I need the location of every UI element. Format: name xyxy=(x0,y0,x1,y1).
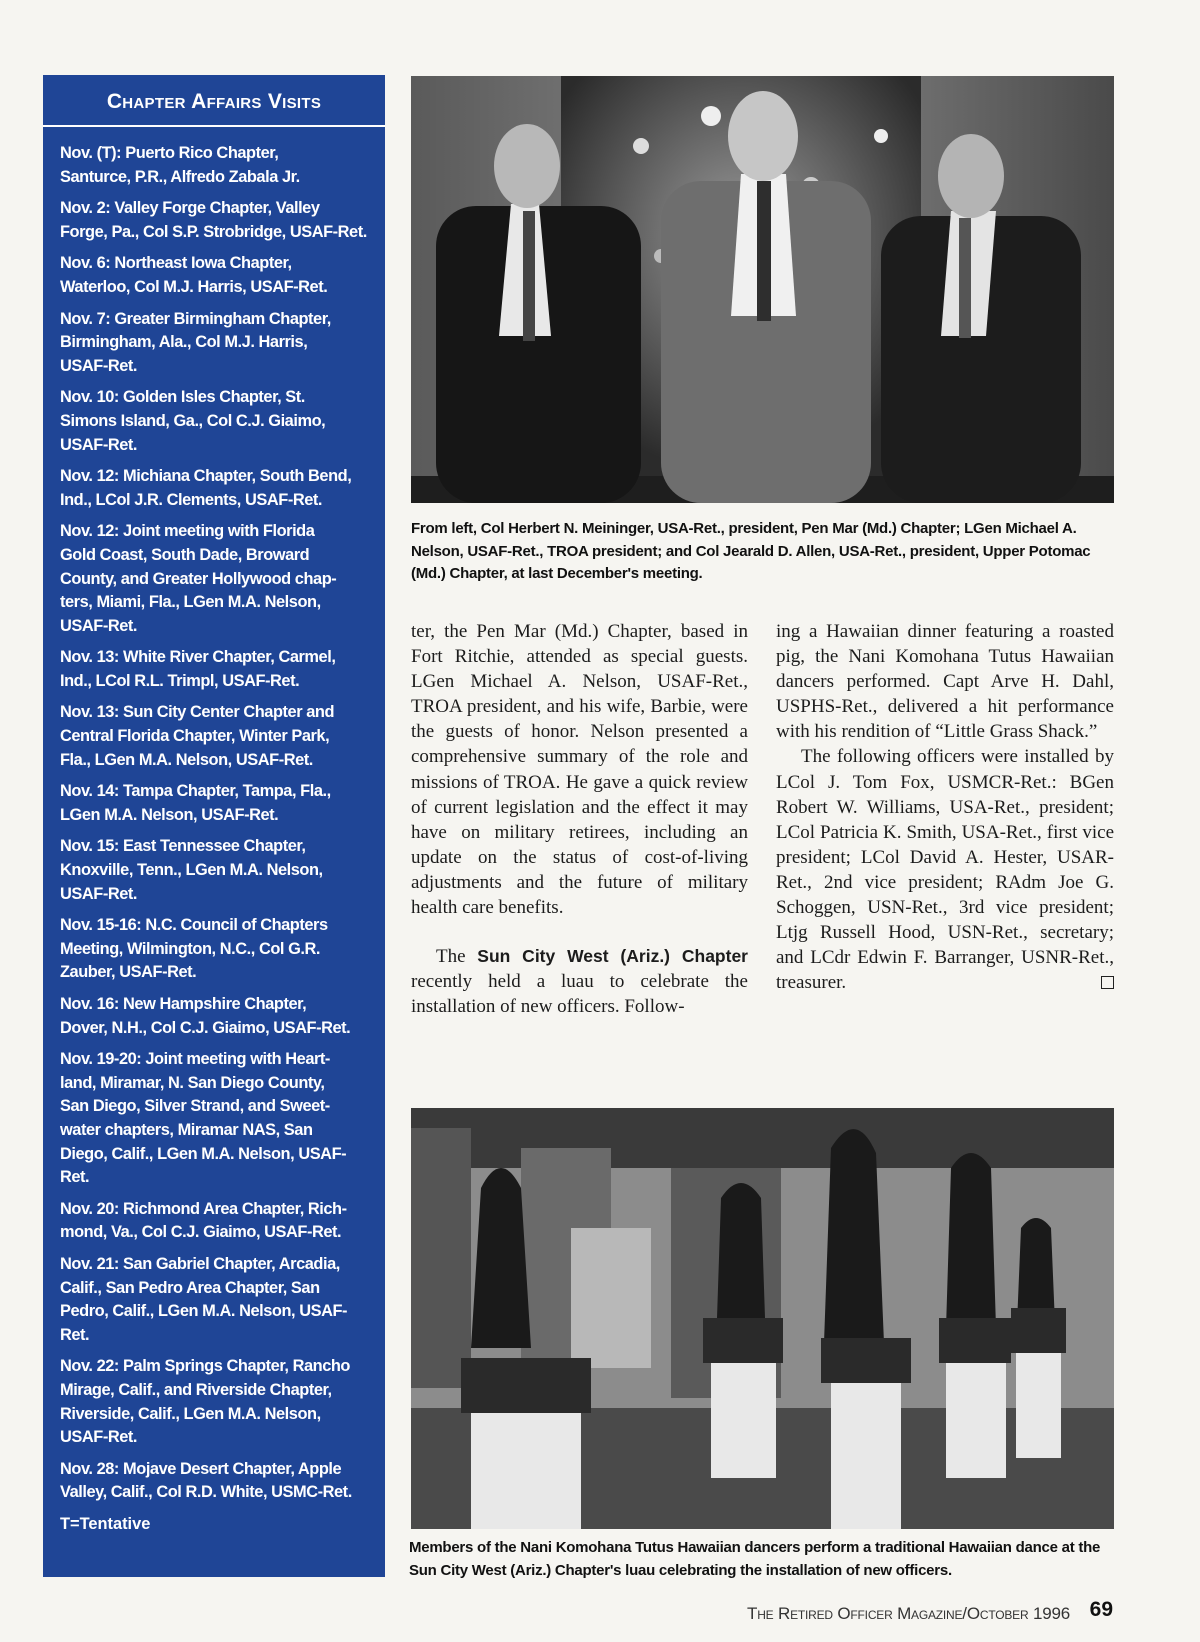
hawaiian-dancers-photo xyxy=(411,1108,1114,1529)
visit-item: Nov. 19-20: Joint meeting with Heart- land, Miramar, N. San Diego County, San Diego, Silver Strand, and Sweet- water chapters, Miramar NAS, San Diego, Calif., LGen M.A. Nelson, USAF- Ret. xyxy=(60,1050,347,1187)
article-paragraph xyxy=(776,744,1114,995)
visit-item: Nov. 10: Golden Isles Chapter, St. Simons Island, Ga., Col C.J. Giaimo, USAF-Ret. xyxy=(60,388,326,454)
visit-item: Nov. 20: Richmond Area Chapter, Rich- mond, Va., Col C.J. Giaimo, USAF-Ret. xyxy=(60,1199,347,1242)
visit-list xyxy=(43,127,385,1536)
article-paragraph: ing a Hawaiian dinner featuring a roasted pig, the Nani Komohana Tutus Hawaiian dancers performed. Capt Arve H. Dahl, USPHS-Ret., delivered a hit performance with his rendition of “Little Grass Shack.” xyxy=(776,621,1114,743)
end-mark-icon xyxy=(1101,976,1114,989)
hawaiian-dancers-photo-image xyxy=(411,1108,1114,1529)
visit-item: Nov. 2: Valley Forge Chapter, Valley Forge, Pa., Col S.P. Strobridge, USAF-Ret. xyxy=(60,199,367,241)
visit-item: Nov. 21: San Gabriel Chapter, Arcadia, Calif., San Pedro Area Chapter, San Pedro, Calif., LGen M.A. Nelson, USAF- Ret. xyxy=(60,1254,348,1344)
visit-item: Nov. 13: Sun City Center Chapter and Central Florida Chapter, Winter Park, Fla., LGen M.A. Nelson, USAF-Ret. xyxy=(60,703,335,769)
article-text: The following officers were installed by LCol J. Tom Fox, USMCR-Ret.: BGen Robert W. Williams, USA-Ret., president; LCol Patricia K. Smith, USA-Ret., first vice president; LCol David A. Hester, USAR-Ret., 2nd vice president; RAdm Joe G. Schoggen, USN-Ret., 3rd vice president; Ltjg Russell Hood, USN-Ret., secretary; and LCdr Edwin F. Barranger, USNR-Ret., treasurer. xyxy=(776,746,1114,994)
visit-item: Nov. (T): Puerto Rico Chapter, Santurce, P.R., Alfredo Zabala Jr. xyxy=(60,144,300,186)
article-text: recently held a luau to celebrate the installation of new officers. Follow- xyxy=(411,971,748,1018)
dancers-photo-caption: Members of the Nani Komohana Tutus Hawaiian dancers perform a traditional Hawaiian dance at the Sun City West (Ariz.) Chapter's luau celebrating the installation of new officers. xyxy=(409,1539,1101,1579)
chapter-name: Sun City West (Ariz.) Chapter xyxy=(477,946,748,967)
article-column-2 xyxy=(776,619,1114,995)
visit-item: Nov. 7: Greater Birmingham Chapter, Birmingham, Ala., Col M.J. Harris, USAF-Ret. xyxy=(60,309,331,375)
officers-photo-caption: From left, Col Herbert N. Meininger, USA-Ret., president, Pen Mar (Md.) Chapter; LGen Michael A. Nelson, USAF-Ret., TROA president; and Col Jearald D. Allen, USA-Ret., president, Upper Potomac (Md.) Chapter, at last December's meeting. xyxy=(411,520,1091,582)
visit-item: Nov. 15-16: N.C. Council of Chapters Meeting, Wilmington, N.C., Col G.R. Zauber, USAF-Ret. xyxy=(60,916,328,982)
visit-item: Nov. 14: Tampa Chapter, Tampa, Fla., LGen M.A. Nelson, USAF-Ret. xyxy=(60,782,331,824)
visit-item: Nov. 13: White River Chapter, Carmel, Ind., LCol R.L. Trimpl, USAF-Ret. xyxy=(60,648,336,690)
publication-footer: The Retired Officer Magazine/October 1996 xyxy=(747,1604,1070,1623)
visit-item: Nov. 6: Northeast Iowa Chapter, Waterloo, Col M.J. Harris, USAF-Ret. xyxy=(60,254,328,296)
visit-item: Nov. 28: Mojave Desert Chapter, Apple Valley, Calif., Col R.D. White, USMC-Ret. xyxy=(60,1459,352,1502)
visit-item: Nov. 22: Palm Springs Chapter, Rancho Mirage, Calif., and Riverside Chapter, Riverside, Calif., LGen M.A. Nelson, USAF-Ret. xyxy=(60,1357,350,1447)
article-column-1 xyxy=(411,619,748,1019)
visit-item: Nov. 15: East Tennessee Chapter, Knoxville, Tenn., LGen M.A. Nelson, USAF-Ret. xyxy=(60,837,323,903)
visit-item: Nov. 16: New Hampshire Chapter, Dover, N.H., Col C.J. Giaimo, USAF-Ret. xyxy=(60,995,351,1037)
article-paragraph xyxy=(411,944,748,1019)
officers-photo-image xyxy=(411,76,1114,503)
article-paragraph: ter, the Pen Mar (Md.) Chapter, based in Fort Ritchie, attended as special guests. LGen Michael A. Nelson, USAF-Ret., TROA president, and his wife, Barbie, were the guests of honor. Nelson presented a comprehensive summary of the role and missions of TROA. He gave a quick review of current legislation and the effect it may have on military retirees, including an update on the status of cost-of-living adjustments and the future of military health care benefits. xyxy=(411,621,748,919)
visit-item: Nov. 12: Michiana Chapter, South Bend, Ind., LCol J.R. Clements, USAF-Ret. xyxy=(60,467,352,509)
sidebar-title: Chapter Affairs Visits xyxy=(106,90,322,113)
officers-photo xyxy=(411,76,1114,503)
tentative-note: T=Tentative xyxy=(60,1514,151,1533)
article-text: The xyxy=(436,946,478,968)
visit-item: Nov. 12: Joint meeting with Florida Gold Coast, South Dade, Broward County, and Greater Hollywood chap- ters, Miami, Fla., LGen M.A. Nelson, USAF-Ret. xyxy=(60,522,337,635)
page-number: 69 xyxy=(1089,1598,1113,1621)
chapter-affairs-sidebar xyxy=(43,75,385,1577)
